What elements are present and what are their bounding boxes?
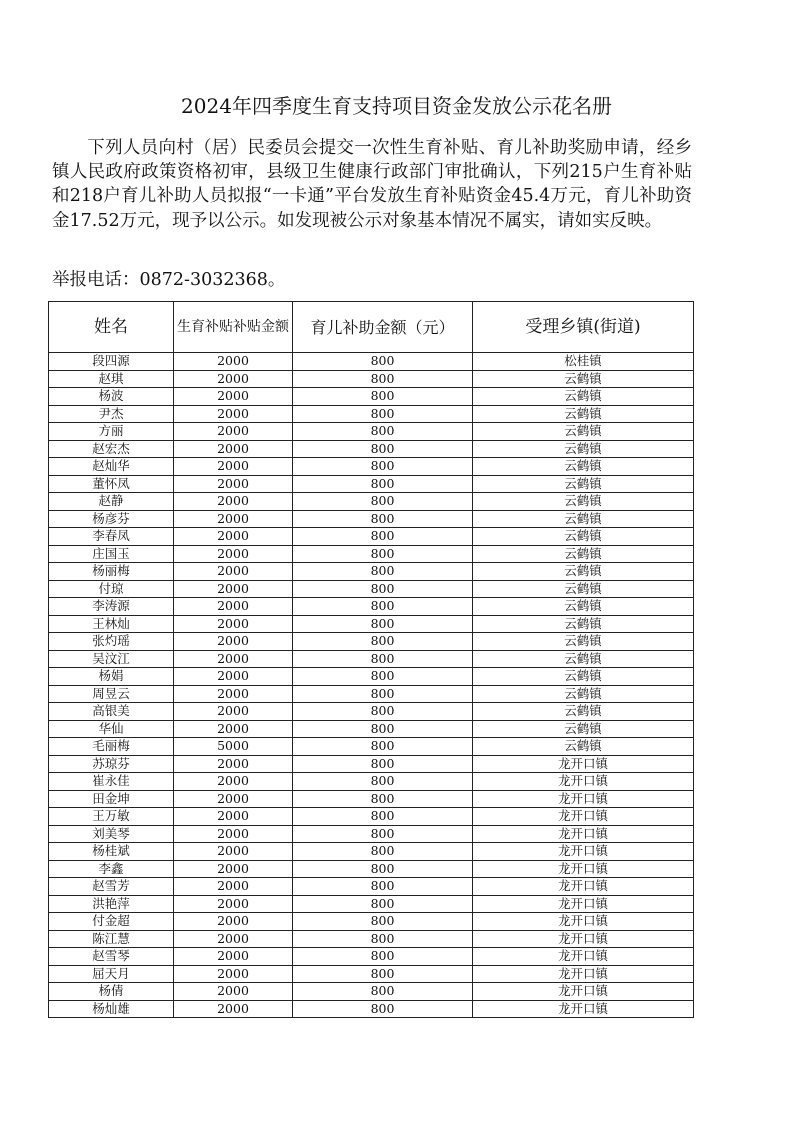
table-row — [49, 755, 694, 773]
cell-name: 屈天月 — [49, 965, 174, 983]
cell-birth-subsidy: 2000 — [174, 370, 293, 388]
cell-birth-subsidy: 2000 — [174, 703, 293, 721]
table-row — [49, 878, 694, 896]
cell-township: 云鹤镇 — [473, 493, 694, 511]
cell-childcare-subsidy: 800 — [293, 563, 473, 581]
cell-name: 尹杰 — [49, 405, 174, 423]
table-row — [49, 633, 694, 651]
cell-birth-subsidy: 2000 — [174, 720, 293, 738]
cell-township: 龙开口镇 — [473, 808, 694, 826]
cell-township: 云鹤镇 — [473, 738, 694, 756]
cell-birth-subsidy: 2000 — [174, 615, 293, 633]
table-row — [49, 440, 694, 458]
cell-township: 云鹤镇 — [473, 388, 694, 406]
table-header-row — [49, 302, 694, 353]
cell-childcare-subsidy: 800 — [293, 405, 473, 423]
cell-childcare-subsidy: 800 — [293, 790, 473, 808]
table-row — [49, 843, 694, 861]
cell-birth-subsidy: 2000 — [174, 773, 293, 791]
report-hotline: 举报电话：0872-3032368。 — [52, 270, 286, 290]
cell-township: 云鹤镇 — [473, 510, 694, 528]
cell-birth-subsidy: 2000 — [174, 633, 293, 651]
cell-name: 庄国玉 — [49, 545, 174, 563]
cell-name: 赵雪芳 — [49, 878, 174, 896]
cell-township: 云鹤镇 — [473, 545, 694, 563]
cell-birth-subsidy: 2000 — [174, 353, 293, 371]
cell-name: 李鑫 — [49, 860, 174, 878]
cell-birth-subsidy: 2000 — [174, 825, 293, 843]
cell-name: 赵灿华 — [49, 458, 174, 476]
cell-township: 龙开口镇 — [473, 895, 694, 913]
cell-childcare-subsidy: 800 — [293, 458, 473, 476]
cell-name: 吴汶江 — [49, 650, 174, 668]
cell-birth-subsidy: 2000 — [174, 948, 293, 966]
table-row — [49, 353, 694, 371]
cell-name: 陈江慧 — [49, 930, 174, 948]
cell-township: 龙开口镇 — [473, 983, 694, 1001]
cell-birth-subsidy: 2000 — [174, 895, 293, 913]
cell-childcare-subsidy: 800 — [293, 878, 473, 896]
cell-birth-subsidy: 2000 — [174, 983, 293, 1001]
cell-birth-subsidy: 2000 — [174, 808, 293, 826]
cell-name: 崔永佳 — [49, 773, 174, 791]
header-birth-subsidy: 生育补贴补贴金额 — [174, 302, 293, 353]
cell-birth-subsidy: 2000 — [174, 965, 293, 983]
cell-name: 杨丽梅 — [49, 563, 174, 581]
cell-name: 毛丽梅 — [49, 738, 174, 756]
cell-birth-subsidy: 2000 — [174, 510, 293, 528]
cell-birth-subsidy: 2000 — [174, 685, 293, 703]
table-row — [49, 405, 694, 423]
table-row — [49, 1000, 694, 1018]
cell-name: 张灼瑶 — [49, 633, 174, 651]
cell-childcare-subsidy: 800 — [293, 825, 473, 843]
cell-name: 华仙 — [49, 720, 174, 738]
document-title: 2024年四季度生育支持项目资金发放公示花名册 — [181, 94, 612, 118]
table-row — [49, 668, 694, 686]
table-row — [49, 860, 694, 878]
cell-childcare-subsidy: 800 — [293, 615, 473, 633]
header-township: 受理乡镇(街道) — [473, 302, 694, 353]
cell-name: 杨倩 — [49, 983, 174, 1001]
table-row — [49, 895, 694, 913]
cell-name: 杨彦芬 — [49, 510, 174, 528]
cell-township: 龙开口镇 — [473, 948, 694, 966]
cell-township: 龙开口镇 — [473, 773, 694, 791]
cell-birth-subsidy: 2000 — [174, 755, 293, 773]
cell-name: 赵雪琴 — [49, 948, 174, 966]
table-row — [49, 598, 694, 616]
cell-township: 龙开口镇 — [473, 825, 694, 843]
cell-township: 云鹤镇 — [473, 685, 694, 703]
cell-township: 云鹤镇 — [473, 703, 694, 721]
cell-childcare-subsidy: 800 — [293, 703, 473, 721]
cell-childcare-subsidy: 800 — [293, 493, 473, 511]
cell-childcare-subsidy: 800 — [293, 685, 473, 703]
table-row — [49, 965, 694, 983]
cell-township: 云鹤镇 — [473, 598, 694, 616]
table-row — [49, 580, 694, 598]
cell-township: 云鹤镇 — [473, 580, 694, 598]
cell-name: 赵琪 — [49, 370, 174, 388]
cell-name: 段四源 — [49, 353, 174, 371]
table-row — [49, 790, 694, 808]
cell-township: 云鹤镇 — [473, 668, 694, 686]
cell-birth-subsidy: 5000 — [174, 738, 293, 756]
table-row — [49, 510, 694, 528]
table-row — [49, 563, 694, 581]
cell-childcare-subsidy: 800 — [293, 528, 473, 546]
cell-childcare-subsidy: 800 — [293, 633, 473, 651]
cell-township: 云鹤镇 — [473, 475, 694, 493]
cell-name: 李涛源 — [49, 598, 174, 616]
cell-childcare-subsidy: 800 — [293, 738, 473, 756]
table-row — [49, 685, 694, 703]
table-row — [49, 615, 694, 633]
table-row — [49, 913, 694, 931]
table-row — [49, 738, 694, 756]
cell-name: 田金坤 — [49, 790, 174, 808]
cell-township: 龙开口镇 — [473, 965, 694, 983]
cell-township: 云鹤镇 — [473, 458, 694, 476]
cell-township: 龙开口镇 — [473, 790, 694, 808]
cell-name: 苏琼芬 — [49, 755, 174, 773]
cell-township: 龙开口镇 — [473, 930, 694, 948]
cell-birth-subsidy: 2000 — [174, 423, 293, 441]
cell-township: 龙开口镇 — [473, 913, 694, 931]
cell-childcare-subsidy: 800 — [293, 475, 473, 493]
cell-childcare-subsidy: 800 — [293, 755, 473, 773]
cell-township: 云鹤镇 — [473, 405, 694, 423]
cell-childcare-subsidy: 800 — [293, 423, 473, 441]
cell-birth-subsidy: 2000 — [174, 475, 293, 493]
table-row — [49, 545, 694, 563]
cell-township: 龙开口镇 — [473, 878, 694, 896]
cell-name: 刘美琴 — [49, 825, 174, 843]
cell-childcare-subsidy: 800 — [293, 440, 473, 458]
cell-name: 赵静 — [49, 493, 174, 511]
cell-birth-subsidy: 2000 — [174, 930, 293, 948]
cell-childcare-subsidy: 800 — [293, 650, 473, 668]
cell-childcare-subsidy: 800 — [293, 843, 473, 861]
cell-birth-subsidy: 2000 — [174, 1000, 293, 1018]
cell-name: 杨波 — [49, 388, 174, 406]
cell-name: 高银美 — [49, 703, 174, 721]
cell-name: 杨灿雄 — [49, 1000, 174, 1018]
cell-name: 付金超 — [49, 913, 174, 931]
cell-birth-subsidy: 2000 — [174, 528, 293, 546]
cell-name: 付琼 — [49, 580, 174, 598]
cell-birth-subsidy: 2000 — [174, 563, 293, 581]
cell-township: 云鹤镇 — [473, 528, 694, 546]
cell-township: 云鹤镇 — [473, 633, 694, 651]
table-row — [49, 370, 694, 388]
cell-township: 云鹤镇 — [473, 615, 694, 633]
table-row — [49, 930, 694, 948]
table-row — [49, 528, 694, 546]
cell-township: 云鹤镇 — [473, 650, 694, 668]
cell-township: 龙开口镇 — [473, 860, 694, 878]
cell-birth-subsidy: 2000 — [174, 860, 293, 878]
cell-birth-subsidy: 2000 — [174, 440, 293, 458]
cell-birth-subsidy: 2000 — [174, 790, 293, 808]
notice-paragraph — [52, 136, 692, 233]
cell-township: 云鹤镇 — [473, 563, 694, 581]
cell-childcare-subsidy: 800 — [293, 388, 473, 406]
cell-childcare-subsidy: 800 — [293, 720, 473, 738]
cell-name: 洪艳萍 — [49, 895, 174, 913]
cell-childcare-subsidy: 800 — [293, 913, 473, 931]
cell-childcare-subsidy: 800 — [293, 773, 473, 791]
cell-childcare-subsidy: 800 — [293, 510, 473, 528]
table-row — [49, 423, 694, 441]
cell-birth-subsidy: 2000 — [174, 598, 293, 616]
cell-birth-subsidy: 2000 — [174, 388, 293, 406]
cell-township: 龙开口镇 — [473, 843, 694, 861]
cell-childcare-subsidy: 800 — [293, 598, 473, 616]
cell-name: 王万敏 — [49, 808, 174, 826]
cell-name: 杨桂斌 — [49, 843, 174, 861]
cell-childcare-subsidy: 800 — [293, 930, 473, 948]
header-childcare-subsidy: 育儿补助金额（元） — [293, 302, 473, 353]
header-name: 姓名 — [49, 302, 174, 353]
table-row — [49, 808, 694, 826]
cell-name: 董怀凤 — [49, 475, 174, 493]
cell-birth-subsidy: 2000 — [174, 545, 293, 563]
cell-name: 方丽 — [49, 423, 174, 441]
cell-name: 李春凤 — [49, 528, 174, 546]
table-row — [49, 773, 694, 791]
cell-childcare-subsidy: 800 — [293, 580, 473, 598]
notice-text: 下列人员向村（居）民委员会提交一次性生育补贴、育儿补助奖励申请，经乡镇人民政府政策资格初审，县级卫生健康行政部门审批确认，下列215户生育补贴和218户育儿补助人员拟报“一卡通”平台发放生育补贴资金45.4万元，育儿补助资金17.52万元，现予以公示。如发现被公示对象基本情况不属实，请如实反映。 — [52, 138, 692, 231]
table-row — [49, 650, 694, 668]
cell-township: 云鹤镇 — [473, 423, 694, 441]
cell-childcare-subsidy: 800 — [293, 668, 473, 686]
cell-name: 赵宏杰 — [49, 440, 174, 458]
table-row — [49, 983, 694, 1001]
table-row — [49, 458, 694, 476]
cell-childcare-subsidy: 800 — [293, 545, 473, 563]
cell-name: 王林灿 — [49, 615, 174, 633]
table-row — [49, 825, 694, 843]
table-row — [49, 475, 694, 493]
table-row — [49, 720, 694, 738]
cell-name: 杨娟 — [49, 668, 174, 686]
cell-childcare-subsidy: 800 — [293, 895, 473, 913]
cell-childcare-subsidy: 800 — [293, 808, 473, 826]
cell-township: 松桂镇 — [473, 353, 694, 371]
table-body — [49, 353, 694, 1018]
cell-birth-subsidy: 2000 — [174, 843, 293, 861]
roster-table — [48, 301, 694, 1018]
table-row — [49, 703, 694, 721]
table-row — [49, 948, 694, 966]
cell-birth-subsidy: 2000 — [174, 913, 293, 931]
cell-childcare-subsidy: 800 — [293, 1000, 473, 1018]
cell-birth-subsidy: 2000 — [174, 878, 293, 896]
cell-birth-subsidy: 2000 — [174, 493, 293, 511]
table-row — [49, 493, 694, 511]
cell-childcare-subsidy: 800 — [293, 948, 473, 966]
cell-childcare-subsidy: 800 — [293, 353, 473, 371]
cell-birth-subsidy: 2000 — [174, 668, 293, 686]
cell-childcare-subsidy: 800 — [293, 370, 473, 388]
cell-township: 龙开口镇 — [473, 755, 694, 773]
cell-township: 云鹤镇 — [473, 370, 694, 388]
cell-township: 龙开口镇 — [473, 1000, 694, 1018]
cell-name: 周昱云 — [49, 685, 174, 703]
cell-birth-subsidy: 2000 — [174, 580, 293, 598]
cell-birth-subsidy: 2000 — [174, 650, 293, 668]
cell-township: 云鹤镇 — [473, 440, 694, 458]
cell-township: 云鹤镇 — [473, 720, 694, 738]
cell-childcare-subsidy: 800 — [293, 860, 473, 878]
cell-childcare-subsidy: 800 — [293, 965, 473, 983]
cell-birth-subsidy: 2000 — [174, 405, 293, 423]
cell-childcare-subsidy: 800 — [293, 983, 473, 1001]
cell-birth-subsidy: 2000 — [174, 458, 293, 476]
table-row — [49, 388, 694, 406]
